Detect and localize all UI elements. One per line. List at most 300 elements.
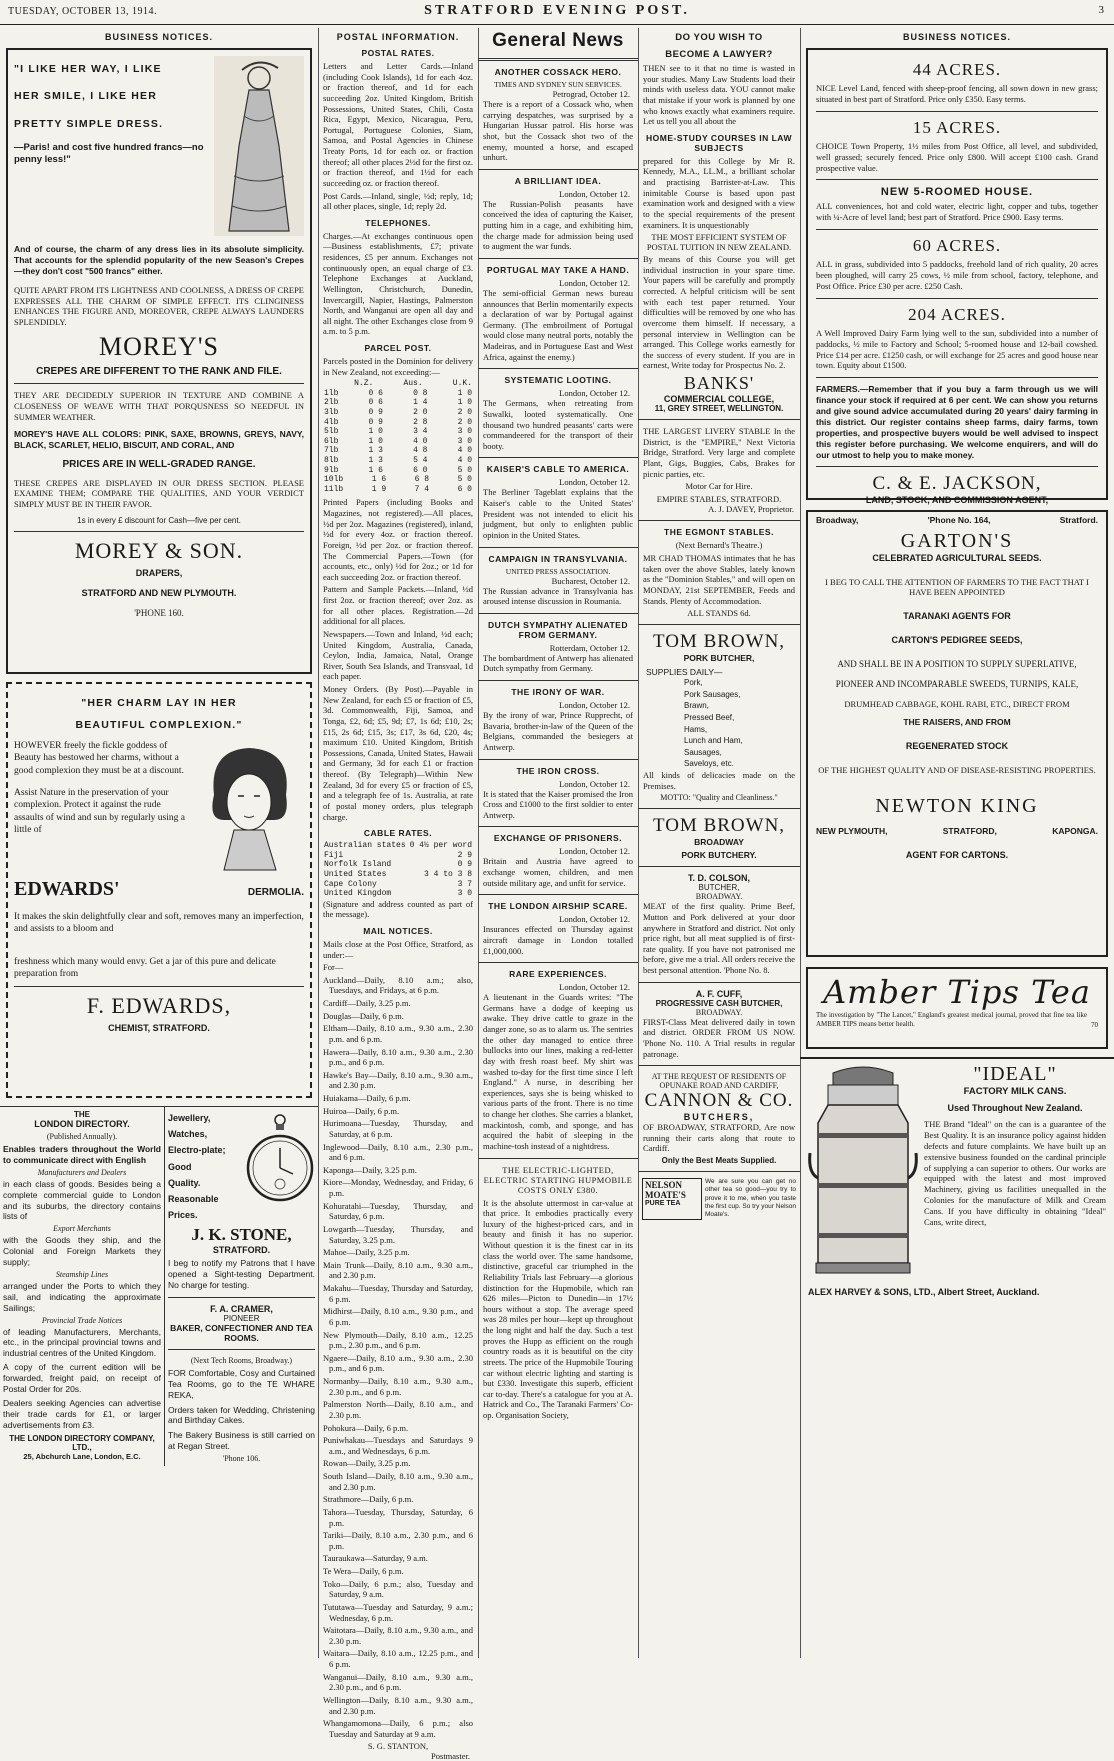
body-text: A copy of the current edition will be forwarded, freight paid, on receipt of Postal Order for 20s.: [3, 1362, 161, 1394]
body-text: PIONEER AND INCOMPARABLE SWEEDS, TURNIPS, KALE,: [835, 679, 1079, 689]
table-row: [324, 485, 472, 495]
issue-date: TUESDAY, OCTOBER 13, 1914.: [8, 6, 157, 17]
firm-name: TOM BROWN,: [652, 815, 786, 837]
body-text: Post Cards.—Inland, single, ½d; reply, 1d; all other places, single, 1d; reply 2d.: [323, 190, 473, 212]
table-cell: 1 6: [371, 475, 387, 485]
table-cell: Norfolk Island: [324, 860, 392, 870]
article-headline: PORTUGAL MAY TAKE A HAND.: [486, 264, 630, 275]
table-row: [324, 389, 472, 399]
list-item: Brawn,: [684, 701, 709, 711]
cable-rate-table: [318, 841, 478, 899]
article-body: The bombardment of Antwerp has alienated Dutch sympathy from Germany.: [483, 652, 633, 674]
table-cell: 6lb: [324, 436, 339, 446]
mail-item: For—: [323, 962, 344, 973]
address: BROADWAY.: [695, 892, 743, 902]
supplies-list: [638, 677, 800, 770]
stone-items-list: [168, 1110, 241, 1223]
table-cell: 4 0: [457, 456, 472, 465]
firm-name: F. EDWARDS,: [86, 993, 232, 1019]
section-heading: PARCEL POST.: [364, 343, 432, 353]
list-item: Lunch and Ham,: [684, 736, 743, 746]
property-title: 15 ACRES.: [912, 117, 1002, 137]
mail-item: Tariki—Daily, 8.10 a.m., 2.30 p.m., and 6 p.m.: [323, 1530, 473, 1551]
body-text: in each class of goods. Besides being a complete commercial guide to London and its suburbs, the directory contains lists of: [3, 1178, 161, 1222]
firm-name: TOM BROWN,: [652, 631, 786, 653]
mail-item: Hawera—Daily, 8.10 a.m., 9.30 a.m., 2.30 p.m., and 6 p.m.: [323, 1046, 473, 1068]
column-header: BUSINESS NOTICES.: [104, 32, 213, 42]
property-description: A Well Improved Dairy Farm lying well to the sun, subdivided into a number of paddocks, ½ mile to Factory and School; 5-roomed house and 12-bail cowshed. Price £14 per acre. £1250 cash, or will exchange for 25 acres and good house near town. Equity about £1500.: [816, 327, 1098, 371]
table-cell: 9lb: [324, 465, 339, 475]
mail-item: Tututawa—Tuesday and Saturday, 9 a.m.; Wednesday, 6 p.m.: [323, 1601, 473, 1623]
table-row: [324, 475, 472, 485]
property-title: 44 ACRES.: [912, 60, 1002, 79]
quote-line: BEAUTIFUL COMPLEXION.": [75, 719, 243, 732]
table-row: [324, 466, 472, 476]
table-cell: 1 0: [457, 398, 472, 408]
advert-number: 70: [1091, 1020, 1098, 1029]
tagline: CREPES ARE DIFFERENT TO THE RANK AND FILE.: [36, 366, 282, 378]
article-dateline: London, October 12.: [559, 914, 630, 925]
article-headline: RARE EXPERIENCES.: [509, 969, 607, 980]
firm-name: J. K. STONE,: [191, 1225, 292, 1245]
table-cell: 4 8: [413, 446, 428, 456]
table-cell: 2 0: [457, 417, 472, 427]
mail-item: Main Trunk—Daily, 8.10 a.m., 9.30 a.m., and 2.30 p.m.: [323, 1259, 473, 1281]
location: STRATFORD AND NEW PLYMOUTH.: [81, 588, 237, 599]
table-cell: 1lb: [324, 388, 339, 398]
body-text: THEY ARE DECIDEDLY SUPERIOR IN TEXTURE AND COMBINE A CLOSENESS OF WEAVE WITH THAT PORQUSNESS SO NEEDFUL IN SUMMER WEATHER.: [14, 390, 304, 422]
body-text: QUITE APART FROM ITS LIGHTNESS AND COOLNESS, A DRESS OF CREPE EXPRESSES ALL THE CHARM OF SIMPLE EFFECT. ITS CLINGINESS ENHANCES THE FIGURE AND, MOREOVER, CREPE ALWAYS LAUNDERS SPLENDIDLY.: [14, 284, 304, 328]
table-cell: Cape Colony: [324, 879, 377, 889]
london-directory-advert: [0, 1107, 165, 1466]
place: KAPONGA.: [1052, 826, 1098, 836]
firm-name: NEWTON KING: [875, 795, 1039, 817]
body-text: Orders taken for Wedding, Christening and Birthday Cakes.: [168, 1404, 315, 1426]
table-header-row: [324, 379, 472, 389]
article-body: The Germans, when retreating from Suwalki, looted systematically. One thousand two hundred peasants' carts were commandeered for the transport of their booty.: [483, 398, 633, 451]
article-dateline: London, October 12.: [559, 477, 630, 488]
mail-item: Mahoe—Daily, 3.25 p.m.: [323, 1247, 410, 1258]
mail-item: Ngaere—Daily, 8.10 a.m., 9.30 a.m., 2.30 p.m., and 6 p.m.: [323, 1352, 473, 1374]
table-cell: 3 7: [457, 879, 472, 889]
subheading: SUPPLIES DAILY—: [646, 667, 723, 678]
table-cell: 11lb: [324, 484, 344, 494]
body-text: Newspapers.—Town and Inland, ½d each; United Kingdom, Australia, Canada, Ceylon, India, Jamaica, Natal, Orange River, South Sea Islands, and Transvaal, 1d each paper.: [323, 628, 473, 682]
place: STRATFORD,: [942, 826, 997, 836]
table-row: [324, 870, 472, 880]
quote-line: HER SMILE, I LIKE HER: [14, 90, 158, 103]
ideal-milk-cans-advert: [800, 1057, 1114, 1301]
article-dateline: Bucharest, October 12.: [551, 575, 630, 586]
table-cell: 0 4½ per word: [409, 841, 472, 851]
article-headline: ANOTHER COSSACK HERO.: [494, 67, 622, 77]
body-text: OF BROADWAY, STRATFORD, Are now running their carts along that route to Cardiff.: [643, 1122, 795, 1154]
list-item: Pork Sausages,: [684, 689, 741, 699]
brand-name: MOREY'S: [98, 332, 220, 362]
colors-text: MOREY'S HAVE ALL COLORS: PINK, SAXE, BROWNS, GREYS, NAVY, BLACK, SCARLET, HELIO, BISCUIT, AND CORAL, AND: [14, 428, 304, 450]
table-cell: 2 0: [457, 408, 472, 418]
subheading: FACTORY MILK CANS.: [963, 1086, 1067, 1097]
highlight: ALL STANDS 6d.: [687, 608, 751, 619]
address: BROADWAY.: [695, 1007, 743, 1017]
firm-name: MOREY & SON.: [74, 538, 244, 564]
body-text: Letters and Letter Cards.—Inland (including Cook Islands), 1d for each 4oz. or fraction thereof, and 1d for each succeeding 2oz. United Kingdom, British Possessions, United States, Chili, Costa Rica, Egypt, Mexico, Nicaragua, Peru, Portugal, Portuguese Colonies, Siam, Samoa, and Postal Agencies in Chinese Treaty Ports, 1d for each oz. or fraction thereof; all other places 2½d for the first oz. or fraction thereof, and 1½d for each succeeding oz. or fraction thereof.: [323, 61, 473, 188]
mail-item: Strathmore—Daily, 6 p.m.: [323, 1494, 414, 1505]
body-text: All kinds of delicacies made on the Premises.: [643, 770, 795, 791]
edwards-advert: [6, 682, 312, 1098]
table-cell: 5 4: [413, 456, 428, 465]
article-source: TIMES AND SYDNEY SUN SERVICES.: [494, 80, 622, 89]
list-item: Hams,: [684, 724, 708, 734]
mail-item: Cardiff—Daily, 3.25 p.m.: [323, 998, 411, 1009]
table-cell: United States: [324, 869, 387, 879]
body-text: Mails close at the Post Office, Stratford, as under:—: [323, 938, 473, 960]
quote-line: —Paris! and cost five hundred francs—no penny less!": [14, 141, 204, 166]
trade: LAND, STOCK, AND COMMISSION AGENT,: [865, 495, 1049, 506]
mail-item: Tauraukawa—Saturday, 9 a.m.: [323, 1553, 428, 1564]
body-text: THE RAISERS, AND FROM: [903, 717, 1011, 727]
body-text: Parcels posted in the Dominion for delivery in New Zealand, not exceeding:—: [323, 356, 473, 377]
table-cell: 0 6: [368, 398, 383, 408]
body-text: arranged under the Ports to which they sail, and indicating the approximate Sailings;: [3, 1280, 161, 1313]
article-dateline: Rotterdam, October 12.: [549, 642, 630, 653]
article-body: Insurances effected on Thursday against aircraft damage in London totalled £1,000,000.: [483, 924, 633, 956]
property-listings: [816, 60, 1098, 371]
mail-item: Wellington—Daily, 8.10 a.m., 9.30 a.m., and 2.30 p.m.: [323, 1694, 473, 1716]
body-text: Printed Papers (including Books and Magazines, not registered).—All places, ½d per 2oz. Magazines (registered), inland, ½d for every 4oz. or fraction thereof. Foreign, ½d per 2oz. or fraction thereof. The Commercial Papers.—Town (for accounts, etc., only) ½d for 2oz.; or 1d for each succeeding 2oz. or fraction thereof.: [323, 497, 473, 582]
page-number: 3: [1098, 4, 1104, 16]
body-text: DRUMHEAD CABBAGE, KOHL RABI, ETC., DIRECT FROM: [844, 699, 1070, 709]
table-cell: 5 0: [457, 465, 472, 475]
intro-text: And of course, the charm of any dress lies in its absolute simplicity. That accounts for the splendid popularity of the new Season's Crepes—they don't cost "500 francs" either.: [14, 244, 304, 276]
article-body: A lieutenant in the Guards writes: "The Germans have a dodge of keeping us awake. They drive cattle to graze in the danger zone, so as to alarm us. The sentries the other day managed to entice three bullocks into our lines, making a red-letter day with fresh roast beef. My shirt was washed to-day for the first time since I left England." A nurse, in describing her experiences, says she is being whisked to various parts of the front. There is no time to change her clothes. She carries a blanket, mackintosh, comb, and sponge, and has acquired the habit of sleeping in the machine-tosh instead of a nightdress.: [483, 992, 633, 1151]
location: STRATFORD.: [212, 1245, 271, 1256]
mail-item: Eltham—Daily, 8.10 a.m., 9.30 a.m., 2.30 p.m. and 6 p.m.: [323, 1023, 473, 1044]
property-title: 60 ACRES.: [912, 236, 1002, 256]
body-text: with the Goods they ship, and the Colonial and Foreign Markets they supply;: [3, 1235, 161, 1267]
article-body: It is stated that the Kaiser promised the Iron Cross and £1000 to the first soldier to enter Antwerp.: [483, 788, 633, 820]
parcel-rate-table: [318, 379, 478, 494]
mail-item: Hawke's Bay—Daily, 8.10 a.m., 9.30 a.m., and 2.30 p.m.: [323, 1069, 473, 1091]
list-item: Pork,: [684, 678, 703, 688]
heading: BECOME A LAWYER?: [665, 49, 773, 60]
phone: 'Phone 106.: [222, 1454, 261, 1464]
trade: CHEMIST, STRATFORD.: [108, 1023, 210, 1034]
subheading: (Next Bernard's Theatre.): [675, 540, 763, 551]
table-cell: 1 0: [457, 388, 472, 398]
trade: BUTCHERS,: [683, 1112, 755, 1123]
heading: THE EGMONT STABLES.: [664, 527, 774, 538]
body-text: HOWEVER freely the fickle goddess of Beauty has bestowed her charms, without a good complexion they must be at a discount.: [14, 741, 184, 776]
address: 25, Abchurch Lane, London, E.C.: [23, 1452, 141, 1462]
table-cell: 3 0: [457, 427, 472, 437]
pocket-watch-icon: [245, 1110, 315, 1210]
firm-name: CANNON & CO.: [644, 1090, 794, 1112]
trade: BUTCHER,: [698, 883, 740, 893]
property-description: ALL conveniences, hot and cold water, electric light, copper and tubs, together with ¼-Acre of level land; best part of Stratford. Price £900. Easy terms.: [816, 201, 1098, 223]
table-row: [324, 437, 472, 447]
table-cell: 10lb: [324, 475, 344, 485]
mail-item: Pohokura—Daily, 6 p.m.: [323, 1422, 409, 1433]
article-body: There is a report of a Cossack who, when carrying despatches, was surprised by a Hungarian Hussar patrol. His horse was shot, but the Cossack shot two of the enemy, mounted a horse, and escaped unhurt.: [483, 99, 633, 163]
article-body: The semi-official German news bureau announces that Berlin momentarily expects a declaration of war by Portugal against Germany. (The embroilment of Portugal would close many neutral ports, notably the Madeiras, and in Portuguese East and West Africa, against the enemy.): [483, 287, 633, 362]
mail-item: New Plymouth—Daily, 8.10 a.m., 12.25 p.m., 2.30 p.m., and 6 p.m.: [323, 1329, 473, 1351]
mail-item: Huiroa—Daily, 6 p.m.: [323, 1105, 400, 1116]
list-item: Pressed Beef,: [684, 713, 735, 723]
body-text: I beg to notify my Patrons that I have opened a Sight-testing Department. No charge for testing.: [168, 1258, 315, 1291]
body-text: TARANAKI AGENTS FOR: [903, 611, 1011, 621]
mail-item: Inglewood—Daily, 8.10 a.m., 2.30 p.m., and 6 p.m.: [323, 1141, 473, 1163]
body-text: MEAT of the first quality. Prime Beef, Mutton and Pork delivered at your door anywhere in Stratford and district. Not only price right, but all meat supplied is of first-rate quality. If you have not patronised me before, give me a trial. All orders receive the best personal attention. 'Phone No. 8.: [643, 901, 795, 975]
brand-name: "IDEAL": [973, 1063, 1057, 1085]
logo-line: MOATE'S: [645, 1190, 686, 1200]
quote-line: "HER CHARM LAY IN HER: [81, 697, 237, 709]
heading: DO YOU WISH TO: [675, 32, 763, 43]
mail-item: Hurimoana—Tuesday, Thursday, and Saturday, at 6 p.m.: [323, 1118, 473, 1139]
body-text: of leading Manufacturers, Merchants, etc., in the principal provincial towns and industrial centres of the United Kingdom.: [3, 1326, 161, 1359]
address: Broadway,: [816, 515, 859, 526]
article-headline: DUTCH SYMPATHY ALIENATED FROM GERMANY.: [488, 619, 628, 640]
table-cell: 1 0: [368, 436, 383, 446]
article-body: It is the absolute uttermost in car-value at that price. It embodies practically every luxury of the highest-priced cars, and in beauty and finish it has no superior. Without question it is the finest car in its class the world over. The same handsome, distinctive, graceful car triumphed in the Reliability Trials last February—a glorious distinction for the Hupmobile, which ran 626 miles—Picton to Dunedin—in 17½ hours without a stop. The average speed was 28 miles per hour—kept up throughout the long night and half the day. Such a test proves the Hupp as efficient on the rough country roads as it is beautiful on the city streets. The price of the Hupmobile Touring car without electric lighting and starting is but £330. Investigate this superb, efficient car to-day. There's a catalogue for you at A. Hatrick and Co., The Taranaki Farmers' Co-op. Organisation Society,: [483, 1197, 633, 1420]
agent-note: AGENT FOR CARTONS.: [905, 850, 1009, 860]
mail-item: Kohuratahi—Tuesday, Thursday, and Saturday, 6 p.m.: [323, 1200, 473, 1222]
stone-item: Reasonable: [168, 1193, 219, 1204]
body-text: Money Orders. (By Post).—Payable in New Zealand, for each £5 or fraction of £5, 3d. Commonwealth, Fiji, Samoa, and Tonga, £2, 6d; £5, 9d; £7, 1s 6d; £10, 2s; £15, 2s 6d; £15, 3s; £17, 3s 6d, £20, 4s; maximum £10. United Kingdom, British Possessions, Canada, United States, Hawaii and Germany, 3d for each £1 or fraction thereof. (By Telegraph)—Within New Zealand, 3d for every £5 or fraction of £5, and a telegraph fee of 1s. Australia, at rate of postal money orders, plus telegraph charge.: [323, 684, 473, 822]
stone-item: Jewellery,: [168, 1113, 211, 1123]
table-cell: 0 9: [457, 860, 472, 870]
firm-name: F. A. CRAMER,: [210, 1303, 273, 1314]
article-body: The Russian-Polish peasants have conceived the idea of capturing the Kaiser, putting him in a cage, and exhibiting him, the charge made for admission being used to augment the war funds.: [483, 198, 633, 252]
table-cell: 6 0: [413, 465, 428, 475]
mail-item: Kiore—Monday, Wednesday, and Friday, 6 p.m.: [323, 1177, 473, 1199]
places-row: [816, 826, 1098, 836]
table-cell: 7lb: [324, 446, 339, 456]
table-cell: 2 0: [413, 408, 428, 418]
table-cell: U.K.: [452, 379, 472, 389]
table-cell: 0 6: [368, 388, 383, 398]
article-body: The Berliner Tageblatt explains that the Kaiser's cable to the United States' President was not intended to elicit his judgment, but only to enlighten public opinion in the United States.: [483, 487, 633, 540]
subheading: COMMERCIAL COLLEGE,: [663, 394, 775, 404]
stone-item: Prices.: [168, 1210, 198, 1221]
mail-item: Huiakama—Daily, 6 p.m.: [323, 1093, 411, 1104]
address: BROADWAY: [694, 837, 744, 848]
subheading: CELEBRATED AGRICULTURAL SEEDS.: [872, 553, 1042, 563]
mail-item: Rowan—Daily, 3.25 p.m.: [323, 1458, 411, 1469]
stone-item: Watches,: [168, 1129, 208, 1140]
table-cell: 8lb: [324, 456, 339, 465]
mail-item: Puniwhakau—Tuesdays and Saturdays 9 a.m., and Wednesdays, 6 p.m.: [323, 1435, 473, 1456]
mail-item: Normanby—Daily, 8.10 a.m., 9.30 a.m., 2.30 p.m., and 6 p.m.: [323, 1376, 473, 1397]
article-dateline: London, October 12.: [559, 846, 630, 857]
body-text: MR CHAD THOMAS intimates that he has taken over the above Stables, lately known as the "Dominion Stables," and will open on MONDAY, 21st SEPTEMBER, Feeds and Stands. Plenty of Accommodation.: [643, 553, 795, 606]
table-row: [324, 889, 472, 899]
table-row: [324, 427, 472, 437]
trade: PORK BUTCHERY.: [681, 850, 757, 861]
article-body: By the irony of war, Prince Rupprecht, of Bavaria, brother-in-law of the Queen of the Belgians, commanded the besiegers at Antwerp.: [483, 710, 633, 752]
trade: DRAPERS,: [135, 568, 183, 579]
body-text: It makes the skin delightfully clear and soft, removes many an imperfection, and assists to a bloom and: [14, 912, 304, 935]
table-row: [324, 860, 472, 870]
article-headline: THE LONDON AIRSHIP SCARE.: [488, 901, 628, 912]
stone-item: Electro-plate;: [168, 1145, 226, 1156]
table-cell: 7 4: [414, 484, 430, 494]
table-row: [324, 398, 472, 408]
table-cell: 5lb: [324, 427, 339, 437]
body-text: We are sure you can get no other tea so good—you try to prove it to me, when you taste the first cup. So try your Nelson Moate's.: [705, 1178, 796, 1219]
firm-name: A. F. CUFF,: [695, 988, 743, 999]
table-cell: 2lb: [324, 398, 339, 408]
body-text: Enables traders throughout the World to communicate direct with English: [3, 1144, 161, 1165]
table-cell: 1 3: [368, 446, 383, 456]
table-row: [324, 408, 472, 418]
signature: S. G. STANTON,: [367, 1741, 429, 1752]
mail-item: Midhirst—Daily, 8.10 a.m., 9.30 p.m., and 6 p.m.: [323, 1306, 473, 1327]
firm-name: EMPIRE STABLES, STRATFORD.: [656, 494, 782, 505]
amber-tips-advert: [806, 967, 1108, 1049]
product-name: DERMOLIA.: [247, 887, 304, 899]
highlight: Only the Best Meats Supplied.: [661, 1156, 777, 1165]
body-text: Pattern and Sample Packets.—Inland, ½d first 2oz. or fraction thereof; over 2oz. as for all other places. Registration.—2d additional for all places.: [323, 584, 473, 627]
nelson-logo: [642, 1178, 702, 1220]
woman-portrait-illustration: [194, 740, 304, 870]
article-headline: KAISER'S CABLE TO AMERICA.: [486, 464, 630, 475]
trade: PORK BUTCHER,: [683, 653, 755, 664]
milk-can-illustration: [808, 1063, 918, 1283]
property-description: ALL in grass, subdivided into 5 paddocks, freehold land of rich quality, 20 acres been ploughed, will carry 25 cows, ½ mile from school, factory, telephone, and Post Office. Price £30 per acre. £250 Cash.: [816, 259, 1098, 291]
firm-name: ALEX HARVEY & SONS, LTD., Albert Street, Auckland.: [808, 1287, 1040, 1297]
table-cell: 1 4: [413, 398, 428, 408]
mail-item: Waitara—Daily, 8.10 a.m., 12.25 p.m., and 6 p.m.: [323, 1648, 473, 1670]
article-body: Britain and Austria have agreed to exchange women, children, and men outside military age, and unfit for service.: [483, 856, 633, 888]
table-cell: 4lb: [324, 417, 339, 427]
body-text: CARTON'S PEDIGREE SEEDS,: [891, 635, 1023, 645]
signature-role: Postmaster.: [431, 1751, 470, 1761]
location: Stratford.: [1059, 515, 1098, 526]
body-text: THE Brand "Ideal" on the can is a guarantee of the Best Quality. It is an insurance policy against hidden defects and future complaints. We have built up an extensive business founded on the cardinal principle of supplying a can superior to others. Our works are equipped with the latest and most improved Machinery, giving us facilities unequalled in the Colonies for the manufacture of Milk and Cream Cans. If you have difficulty in obtaining "Ideal" Cans, write direct,: [924, 1119, 1106, 1227]
article-headline: THE IRON CROSS.: [516, 765, 600, 776]
mail-item: Palmerston North—Daily, 8.10 a.m., and 2.30 p.m.: [323, 1399, 473, 1420]
property-description: CHOICE Town Property, 1½ miles from Post Office, all level, and subdivided, well grassed; securely fenced. Price only £800. Will accept £100 cash. Grand prospective value.: [816, 140, 1098, 173]
brand-name: GARTON'S: [900, 530, 1014, 552]
price-heading: PRICES ARE IN WELL-GRADED RANGE.: [62, 458, 256, 470]
garton-seeds-advert: [806, 510, 1108, 957]
property-title: 204 ACRES.: [908, 304, 1006, 324]
table-cell: 4 0: [457, 446, 472, 456]
firm-name: THE LONDON DIRECTORY COMPANY, LTD.,: [9, 1434, 155, 1453]
table-cell: 2 9: [457, 850, 472, 860]
article-dateline: London, October 12.: [559, 778, 630, 789]
quote-line: PRETTY SIMPLE DRESS.: [14, 117, 164, 130]
address: 11, GREY STREET, WELLINGTON.: [654, 404, 784, 413]
quote-line: "I LIKE HER WAY, I LIKE: [14, 63, 162, 75]
section-heading: CABLE RATES.: [363, 828, 433, 839]
table-row: [324, 446, 472, 456]
heading: THE: [74, 1110, 90, 1119]
column-business-notices-right: [800, 28, 1114, 1658]
mail-item: Kaponga—Daily, 3.25 p.m.: [323, 1164, 417, 1175]
article-headline: CAMPAIGN IN TRANSYLVANIA.: [488, 553, 628, 564]
body-text: Assist Nature in the preservation of your complexion. Protect it against the rude assaults of wind and sun by regularly using a little of: [14, 788, 185, 836]
mail-item: Douglas—Daily, 6 p.m.: [323, 1010, 404, 1021]
brand-logo: Amber Tips Tea: [823, 973, 1091, 1011]
body-text: prepared for this College by Mr R. Kennedy, M.A., LL.M., a brilliant scholar and practising Barrister-at-Law. This inimitable Course is based upon past examination work and designed with a view to the special requirements of the present examiners. It is unquestionably: [643, 155, 795, 230]
lady-figure-illustration: [214, 56, 304, 236]
body-text: AND SHALL BE IN A POSITION TO SUPPLY SUPERLATIVE,: [837, 659, 1077, 669]
stone-item: Quality.: [168, 1177, 201, 1188]
logo-line: NELSON: [645, 1180, 683, 1190]
body-text: (Signature and address counted as part of the message).: [323, 898, 473, 920]
body-text: THE LARGEST LIVERY STABLE In the District, is the "EMPIRE," Next Victoria Bridge, Stratford. Very large and complete Plant, Gigs, Buggies, Cabs, Brakes for picnic parties, etc.: [643, 426, 795, 479]
body-text: FIRST-Class Meat delivered daily in town and district. ORDER FROM US NOW. 'Phone No. 110. A Trial results in regular patronage.: [643, 1016, 795, 1059]
article-dateline: London, October 12.: [559, 188, 630, 199]
subheading: Provincial Trade Notices: [41, 1315, 123, 1325]
table-cell: Aus.: [403, 379, 423, 389]
article-headline: A BRILLIANT IDEA.: [514, 175, 602, 186]
table-row: [324, 851, 472, 861]
mail-item: Toko—Daily, 6 p.m.; also, Tuesday and Saturday, 9 a.m.: [323, 1578, 473, 1600]
farmers-notice: FARMERS.—Remember that if you buy a farm through us we will finance your stock if required at 6 per cent. We can show you returns and give sound advice accumulated during 20 years' dairy farming in this district. Our register contains sheep farms, dairy farms, town properties, and prospective buyers would be well advised to inspect this register before purchasing. We welcome enquirers, and will do our utmost to help you to make money.: [816, 384, 1098, 460]
table-cell: 3 4 to 3 8: [423, 869, 472, 879]
mail-item: Makahu—Tuesday, Thursday and Saturday, 6 p.m.: [323, 1283, 473, 1304]
table-cell: 3 0: [457, 889, 472, 899]
table-cell: 3lb: [324, 408, 339, 418]
newspaper-title: STRATFORD EVENING POST.: [424, 3, 690, 18]
brand-name: EDWARDS': [14, 878, 120, 901]
table-cell: Australian states: [324, 841, 406, 851]
section-title: General News: [492, 30, 624, 51]
nelson-moate-advert: [638, 1178, 800, 1220]
article-dateline: London, October 12.: [559, 388, 630, 399]
table-cell: 2 8: [413, 417, 428, 427]
subheading: (Published Annually).: [46, 1132, 118, 1141]
mail-notices-list: [318, 962, 478, 1739]
body-text: Charges.—At exchanges continuous open—Business establishments, £7; private residences, £5 per annum. Exchanges not continuously open, an equal charge of £3. Telephone Exchanges at Auckland, Wellington, Christchurch, Dunedin, Invercargill, Napier, Hastings, Palmerston North, and Wanganui are open all day and all night. The other Exchanges close from 9 a.m. to 5 p.m.: [323, 230, 473, 337]
table-cell: 0 9: [368, 417, 383, 427]
article-headline: THE ELECTRIC-LIGHTED, ELECTRIC STARTING HUPMOBILE COSTS ONLY £380.: [483, 1164, 633, 1195]
table-cell: N.Z.: [354, 379, 374, 389]
morey-advert: [6, 48, 312, 674]
table-cell: 0 9: [368, 408, 383, 418]
article-dateline: London, October 12.: [559, 277, 630, 288]
firm-name: BANKS': [683, 373, 755, 393]
body-text: The Bakery Business is still carried on at Regan Street.: [168, 1430, 315, 1452]
table-row: [324, 418, 472, 428]
article-dateline: Petrograd, October 12.: [552, 89, 630, 99]
tagline: PIONEER: [223, 1313, 260, 1323]
trade: PROGRESSIVE CASH BUTCHER,: [655, 998, 783, 1008]
property-advert: [806, 48, 1108, 526]
table-cell: 1 9: [371, 484, 387, 494]
column-header: POSTAL INFORMATION.: [336, 32, 460, 42]
discount-note: 1s in every £ discount for Cash—five per cent.: [77, 516, 241, 526]
highlight: Motor Car for Hire.: [685, 481, 753, 492]
body-text: I BEG TO CALL THE ATTENTION OF FARMERS TO THE FACT THAT I HAVE BEEN APPOINTED: [825, 577, 1089, 597]
stone-cramer-adverts: [165, 1107, 318, 1466]
article-source: UNITED PRESS ASSOCIATION.: [505, 566, 611, 576]
column-advertisements-middle: [638, 28, 801, 1658]
table-row: [324, 841, 472, 851]
table-cell: 3 0: [457, 436, 472, 446]
table-cell: 1 6: [368, 465, 383, 475]
property-title: NEW 5-ROOMED HOUSE.: [880, 186, 1034, 199]
mail-item: Te Wera—Daily, 6 p.m.: [323, 1566, 404, 1577]
table-cell: 1 3: [368, 456, 383, 465]
table-cell: 3 4: [413, 427, 428, 437]
table-row: [324, 880, 472, 890]
table-cell: 6 8: [414, 475, 430, 485]
firm-name: T. D. COLSON,: [687, 873, 750, 884]
